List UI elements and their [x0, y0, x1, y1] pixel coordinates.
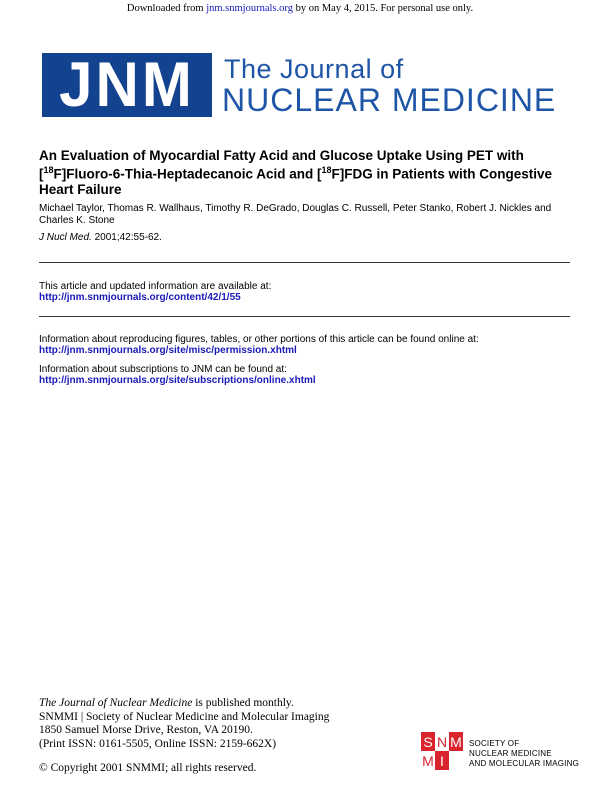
citation-journal: J Nucl Med.: [39, 232, 92, 243]
snmmi-text-line2: NUCLEAR MEDICINE: [469, 749, 552, 758]
snmmi-logo: [421, 732, 463, 770]
title-sup2: 18: [321, 165, 332, 175]
citation-detail: 2001;42:55-62.: [91, 232, 162, 243]
publisher-footer: [39, 697, 329, 751]
title-part2: F]Fluoro-6-Thia-Heptadecanoic Acid and [: [53, 166, 322, 182]
snmmi-logo-letter: M: [450, 733, 462, 750]
footer-line4: (Print ISSN: 0161-5505, Online ISSN: 2159-662X): [39, 737, 277, 750]
site-link[interactable]: jnm.snmjournals.org: [206, 3, 293, 14]
divider: [39, 316, 570, 317]
jnm-logo-text: JNM: [59, 49, 195, 120]
journal-name-line1: The Journal of: [224, 54, 404, 84]
article-citation: [39, 232, 162, 243]
article-authors: Michael Taylor, Thomas R. Wallhaus, Timothy R. DeGrado, Douglas C. Russell, Peter Stanko, Robert J. Nickles and Charles K. Stone: [39, 203, 552, 226]
title-part3: F]FDG in Patients with Congestive Heart Failure: [39, 166, 553, 197]
snmmi-text-line1: SOCIETY OF: [469, 739, 520, 748]
snmmi-text-line3: AND MOLECULAR IMAGING: [469, 759, 579, 768]
permission-link[interactable]: http://jnm.snmjournals.org/site/misc/permission.xhtml: [39, 345, 297, 356]
snmmi-logo-letter: N: [436, 733, 448, 750]
snmmi-logo-letter: M: [422, 752, 434, 769]
snmmi-logo-text: [469, 739, 579, 769]
snmmi-logo-letter: S: [421, 732, 435, 751]
article-title: [39, 148, 569, 197]
snmmi-logo-letter: I: [435, 751, 449, 770]
subscription-info-text: Information about subscriptions to JNM can be found at:: [39, 364, 287, 375]
updated-info-link[interactable]: http://jnm.snmjournals.org/content/42/1/55: [39, 292, 241, 303]
subscription-link[interactable]: http://jnm.snmjournals.org/site/subscriptions/online.xhtml: [39, 375, 316, 386]
footer-line1: [39, 697, 329, 711]
jnm-logo: [42, 49, 212, 120]
download-notice: [0, 3, 600, 14]
download-prefix: Downloaded from: [126, 3, 207, 14]
download-suffix: by on May 4, 2015. For personal use only.: [292, 3, 474, 14]
divider: [39, 262, 570, 263]
updated-info-text: This article and updated information are available at:: [39, 281, 272, 292]
footer-line1-rest: is published monthly.: [192, 697, 294, 709]
footer-line3: 1850 Samuel Morse Drive, Reston, VA 20190.: [39, 724, 253, 736]
footer-line2: SNMMI | Society of Nuclear Medicine and Molecular Imaging: [39, 710, 330, 723]
title-sup1: 18: [43, 165, 54, 175]
title-part1: An Evaluation of Myocardial Fatty Acid and Glucose Uptake Using PET with [: [39, 148, 524, 182]
permission-info-text: Information about reproducing figures, tables, or other portions of this article can be found online at:: [39, 334, 479, 345]
journal-name-line2: NUCLEAR MEDICINE: [222, 82, 557, 118]
footer-journal-name: The Journal of Nuclear Medicine: [39, 697, 193, 709]
snmmi-logo-blank: [449, 751, 463, 770]
copyright-notice: © Copyright 2001 SNMMI; all rights reserved.: [39, 762, 257, 774]
